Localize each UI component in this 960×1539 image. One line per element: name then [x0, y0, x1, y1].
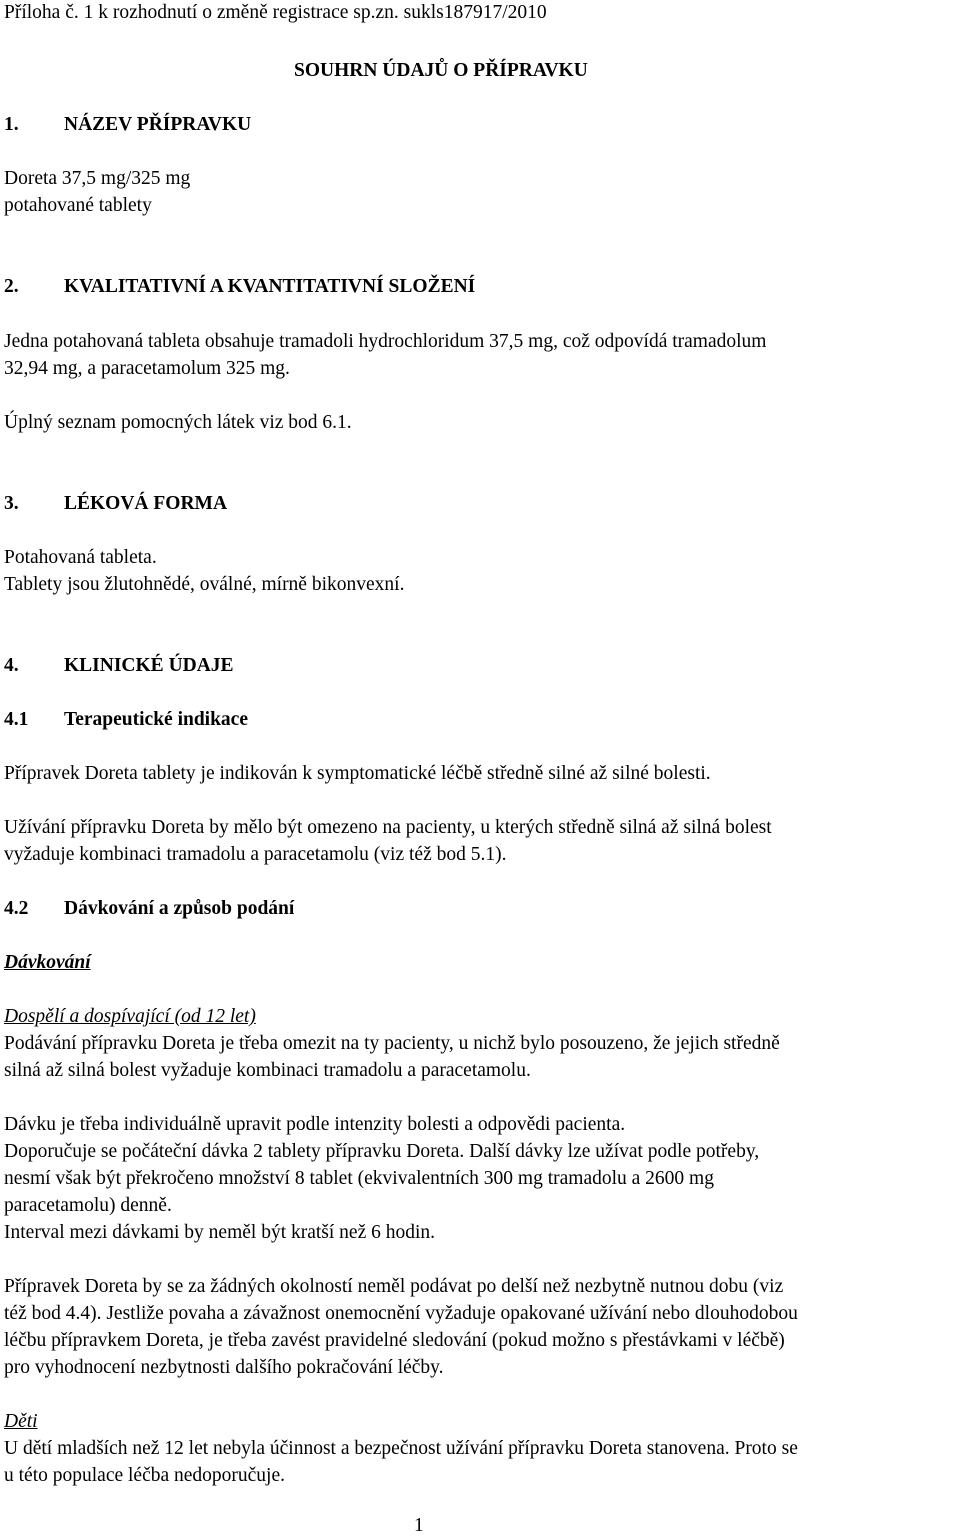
paragraph-line: paracetamolu) denně. [4, 1195, 172, 1216]
product-name: Doreta 37,5 mg/325 mg [4, 168, 191, 189]
paragraph-line: Jedna potahovaná tableta obsahuje tramadoli hydrochloridum 37,5 mg, což odpovídá tramadolum [4, 331, 767, 352]
paragraph-line: Přípravek Doreta tablety je indikován k symptomatické léčbě středně silné až silné bolesti. [4, 763, 711, 784]
paragraph-line: Interval mezi dávkami by neměl být kratší než 6 hodin. [4, 1222, 436, 1243]
paragraph-line: Dávku je třeba individuálně upravit podle intenzity bolesti a odpovědi pacienta. [4, 1114, 626, 1135]
adults-heading: Dospělí a dospívající (od 12 let) [4, 1006, 256, 1027]
registration-reference: Příloha č. 1 k rozhodnutí o změně registrace sp.zn. sukls187917/2010 [4, 2, 547, 23]
paragraph-line: Podávání přípravku Doreta je třeba omezit na ty pacienty, u nichž bylo posouzeno, že jejich středně [4, 1033, 780, 1054]
subsection-title: Terapeutické indikace [64, 709, 248, 730]
children-heading: Děti [4, 1411, 38, 1432]
section-3-heading [4, 491, 227, 517]
excipients-reference: Úplný seznam pomocných látek viz bod 6.1. [4, 412, 352, 433]
paragraph-line: pro vyhodnocení nezbytnosti dalšího pokračování léčby. [4, 1357, 444, 1378]
paragraph-line: též bod 4.4). Jestliže povaha a závažnost onemocnění vyžaduje opakované užívání nebo dlouhodobou [4, 1303, 798, 1324]
subsection-title: Dávkování a způsob podání [64, 898, 295, 919]
subsection-4-1-heading [4, 707, 248, 733]
section-number: 1. [4, 114, 19, 135]
paragraph-line: Přípravek Doreta by se za žádných okolností neměl podávat po delší než nezbytně nutnou dobu (viz [4, 1276, 784, 1297]
section-title: NÁZEV PŘÍPRAVKU [64, 114, 252, 135]
paragraph-line: silná až silná bolest vyžaduje kombinaci tramadolu a paracetamolu. [4, 1060, 531, 1081]
paragraph-line: 32,94 mg, a paracetamolum 325 mg. [4, 358, 290, 379]
paragraph-line: léčbu přípravkem Doreta, je třeba zavést pravidelné sledování (pokud možno s přestávkami v léčbě) [4, 1330, 785, 1351]
section-title: LÉKOVÁ FORMA [64, 493, 228, 514]
paragraph-line: Potahovaná tableta. [4, 547, 157, 568]
paragraph-line: vyžaduje kombinaci tramadolu a paracetamolu (viz též bod 5.1). [4, 844, 507, 865]
section-title: KLINICKÉ ÚDAJE [64, 655, 234, 676]
subsection-number: 4.2 [4, 898, 29, 919]
section-number: 3. [4, 493, 19, 514]
section-4-heading [4, 653, 234, 679]
section-1-heading [4, 112, 251, 138]
product-form: potahované tablety [4, 195, 152, 216]
subsection-4-2-heading [4, 896, 294, 922]
page-number: 1 [414, 1515, 424, 1536]
paragraph-line: Tablety jsou žlutohnědé, oválné, mírně bikonvexní. [4, 574, 405, 595]
section-title: KVALITATIVNÍ A KVANTITATIVNÍ SLOŽENÍ [64, 276, 476, 297]
dosage-subtitle: Dávkování [4, 952, 91, 973]
document-title: SOUHRN ÚDAJŮ O PŘÍPRAVKU [294, 60, 588, 81]
paragraph-line: Doporučuje se počáteční dávka 2 tablety přípravku Doreta. Další dávky lze užívat podle potřeby, [4, 1141, 760, 1162]
paragraph-line: U dětí mladších než 12 let nebyla účinnost a bezpečnost užívání přípravku Doreta stanovena. Proto se [4, 1438, 798, 1459]
section-number: 2. [4, 276, 19, 297]
section-2-heading [4, 274, 475, 300]
paragraph-line: Užívání přípravku Doreta by mělo být omezeno na pacienty, u kterých středně silná až silná bolest [4, 817, 772, 838]
subsection-number: 4.1 [4, 709, 29, 730]
section-number: 4. [4, 655, 19, 676]
paragraph-line: nesmí však být překročeno množství 8 tablet (ekvivalentních 300 mg tramadolu a 2600 mg [4, 1168, 714, 1189]
paragraph-line: u této populace léčba nedoporučuje. [4, 1465, 286, 1486]
